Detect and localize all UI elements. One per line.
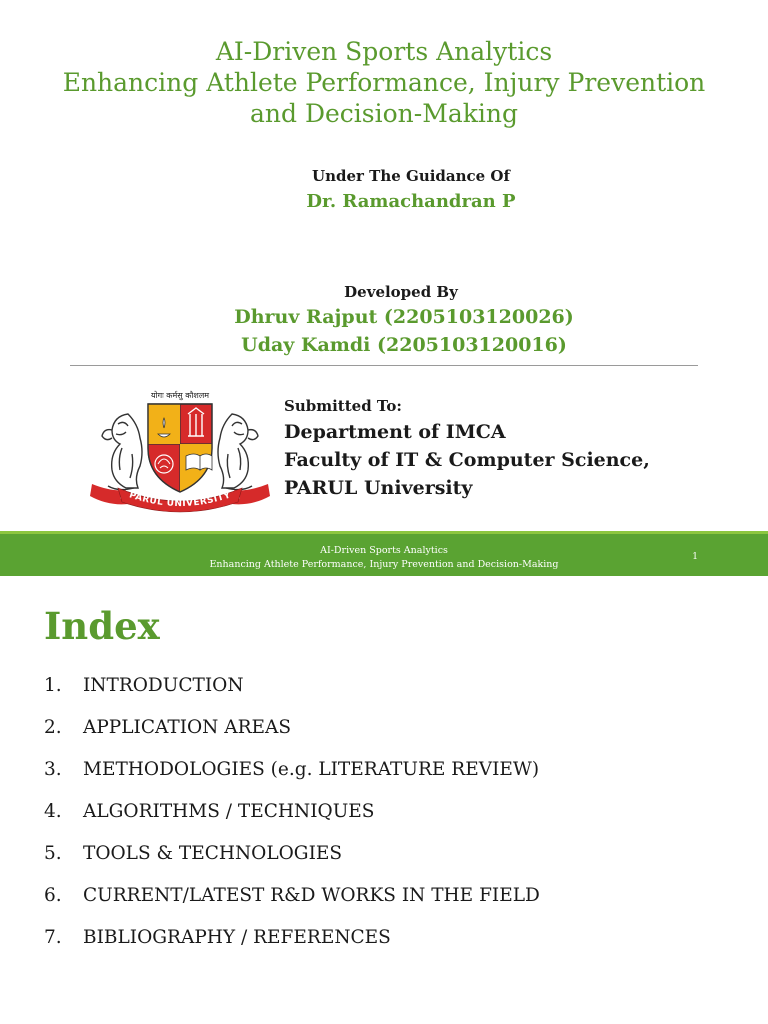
footer-subtitle: Enhancing Athlete Performance, Injury Prevention and Decision-Making (209, 559, 559, 570)
index-item-text: METHODOLOGIES (e.g. LITERATURE REVIEW) (83, 759, 540, 780)
index-number: 6. (44, 885, 62, 906)
index-item-text: CURRENT/LATEST R&D WORKS IN THE FIELD (83, 885, 540, 906)
guidance-label: Under The Guidance Of (312, 167, 510, 185)
index-item-introduction (44, 675, 540, 717)
title-line-1: AI-Driven Sports Analytics (215, 37, 553, 66)
index-item-tools (44, 843, 540, 885)
index-item-text: INTRODUCTION (83, 675, 244, 696)
guide-name: Dr. Ramachandran P (306, 191, 516, 212)
index-item-methodologies (44, 759, 540, 801)
index-list (44, 675, 540, 969)
index-number: 4. (44, 801, 62, 822)
index-item-text: ALGORITHMS / TECHNIQUES (83, 801, 375, 822)
right-lion-icon (218, 414, 258, 490)
footer-title: AI-Driven Sports Analytics (320, 545, 448, 556)
university-line: PARUL University (284, 477, 473, 499)
title-line-3: and Decision-Making (250, 99, 518, 128)
shield-icon (148, 404, 212, 492)
index-number: 3. (44, 759, 62, 780)
left-lion-icon (102, 414, 142, 490)
page-number: 1 (692, 552, 698, 562)
index-number: 7. (44, 927, 62, 948)
developed-by-label: Developed By (344, 283, 458, 301)
department-line: Department of IMCA (284, 421, 506, 443)
index-number: 5. (44, 843, 62, 864)
developer-name-2: Uday Kamdi (2205103120016) (241, 334, 567, 356)
index-item-text: APPLICATION AREAS (83, 717, 292, 738)
logo-banner-text: PARUL UNIVERSITY (127, 490, 233, 510)
slide-title (0, 36, 768, 129)
index-heading: Index (44, 604, 160, 648)
developer-name-1: Dhruv Rajput (2205103120026) (234, 306, 574, 328)
index-item-research-works (44, 885, 540, 927)
parul-university-logo (88, 384, 272, 514)
index-item-text: BIBLIOGRAPHY / REFERENCES (83, 927, 391, 948)
faculty-line: Faculty of IT & Computer Science, (284, 449, 650, 471)
index-item-text: TOOLS & TECHNOLOGIES (83, 843, 343, 864)
index-number: 2. (44, 717, 62, 738)
divider-line (70, 365, 698, 366)
index-item-bibliography (44, 927, 540, 969)
submitted-to-label: Submitted To: (284, 397, 402, 415)
logo-motto: योगः कर्मसु कौशलम (150, 391, 210, 400)
title-line-2: Enhancing Athlete Performance, Injury Prevention (62, 68, 706, 97)
index-item-algorithms (44, 801, 540, 843)
slide-footer (0, 531, 768, 576)
index-item-application-areas (44, 717, 540, 759)
index-number: 1. (44, 675, 62, 696)
